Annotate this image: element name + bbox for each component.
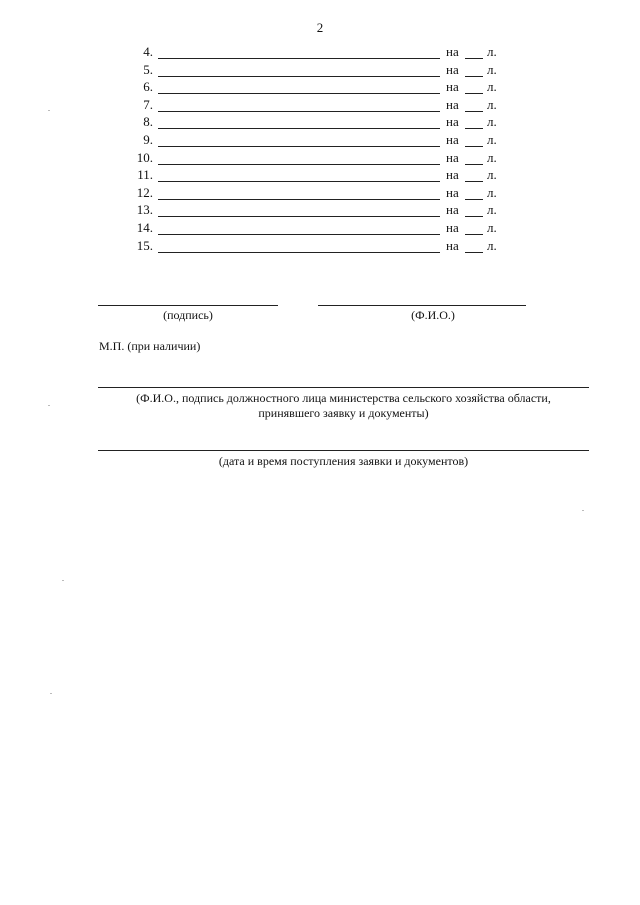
receipt-datetime-caption: (дата и время поступления заявки и документов) — [218, 454, 469, 468]
on-label: на — [446, 61, 459, 77]
list-item — [0, 114, 640, 132]
list-item — [0, 44, 640, 62]
receipt-datetime-line[interactable] — [98, 450, 589, 451]
list-item — [0, 150, 640, 168]
on-label: на — [446, 114, 459, 130]
on-label: на — [446, 202, 459, 218]
document-name-field[interactable] — [158, 164, 440, 165]
list-item — [0, 202, 640, 220]
full-name-line[interactable] — [318, 305, 526, 306]
document-name-field[interactable] — [158, 234, 440, 235]
sheet-count-field[interactable] — [465, 234, 483, 235]
page-number: 2 — [316, 20, 324, 35]
sheets-label: л. — [487, 202, 497, 218]
sheet-count-field[interactable] — [465, 111, 483, 112]
sheets-label: л. — [487, 132, 497, 147]
sheet-count-field[interactable] — [465, 58, 483, 59]
on-label: на — [446, 132, 459, 147]
sheet-count-field[interactable] — [465, 216, 483, 217]
item-number: 14. — [136, 220, 153, 235]
document-name-field[interactable] — [158, 111, 440, 112]
sheet-count-field[interactable] — [465, 252, 483, 253]
sheets-label: л. — [487, 184, 497, 200]
list-item — [0, 97, 640, 115]
scan-speck — [48, 110, 50, 111]
official-caption-line1: (Ф.И.О., подпись должностного лица министерства сельского хозяйства области, — [136, 391, 551, 405]
sheet-count-field[interactable] — [465, 146, 483, 147]
scan-speck — [48, 405, 50, 406]
item-number: 5. — [143, 61, 153, 77]
document-name-field[interactable] — [158, 252, 440, 253]
list-item — [0, 220, 640, 238]
on-label: на — [446, 220, 459, 235]
item-number: 13. — [136, 202, 153, 218]
sheet-count-field[interactable] — [465, 128, 483, 129]
on-label: на — [446, 167, 459, 183]
sheets-label: л. — [487, 44, 497, 59]
on-label: на — [446, 149, 459, 165]
sheets-label: л. — [487, 167, 497, 183]
scan-speck — [62, 580, 64, 581]
signature-line[interactable] — [98, 305, 278, 306]
scan-speck — [50, 693, 52, 694]
on-label: на — [446, 79, 459, 95]
official-caption-line2: принявшего заявку и документы) — [258, 406, 429, 420]
sheets-label: л. — [487, 61, 497, 77]
stamp-place-label: М.П. (при наличии) — [99, 339, 201, 353]
sheet-count-field[interactable] — [465, 93, 483, 94]
document-name-field[interactable] — [158, 216, 440, 217]
on-label: на — [446, 44, 459, 59]
sheets-label: л. — [487, 220, 497, 235]
list-item — [0, 79, 640, 97]
document-name-field[interactable] — [158, 181, 440, 182]
list-item — [0, 132, 640, 150]
scan-speck — [582, 510, 584, 511]
list-item — [0, 238, 640, 256]
list-item — [0, 62, 640, 80]
sheet-count-field[interactable] — [465, 181, 483, 182]
item-number: 15. — [136, 237, 153, 253]
list-item — [0, 167, 640, 185]
item-number: 11. — [137, 167, 153, 183]
item-number: 6. — [143, 79, 153, 95]
sheets-label: л. — [487, 96, 497, 112]
item-number: 9. — [143, 132, 153, 147]
document-name-field[interactable] — [158, 93, 440, 94]
item-number: 7. — [143, 96, 153, 112]
document-name-field[interactable] — [158, 76, 440, 77]
item-number: 12. — [136, 184, 153, 200]
document-name-field[interactable] — [158, 128, 440, 129]
sheets-label: л. — [487, 114, 497, 130]
item-number: 10. — [136, 149, 153, 165]
sheets-label: л. — [487, 149, 497, 165]
sheet-count-field[interactable] — [465, 76, 483, 77]
item-number: 8. — [143, 114, 153, 130]
document-name-field[interactable] — [158, 58, 440, 59]
on-label: на — [446, 184, 459, 200]
sheets-label: л. — [487, 237, 497, 253]
signature-caption: (подпись) — [163, 308, 213, 322]
document-name-field[interactable] — [158, 146, 440, 147]
official-signature-line[interactable] — [98, 387, 589, 388]
item-number: 4. — [143, 44, 153, 59]
on-label: на — [446, 96, 459, 112]
document-name-field[interactable] — [158, 199, 440, 200]
list-item — [0, 185, 640, 203]
full-name-caption: (Ф.И.О.) — [411, 308, 455, 322]
sheet-count-field[interactable] — [465, 164, 483, 165]
sheet-count-field[interactable] — [465, 199, 483, 200]
sheets-label: л. — [487, 79, 497, 95]
on-label: на — [446, 237, 459, 253]
